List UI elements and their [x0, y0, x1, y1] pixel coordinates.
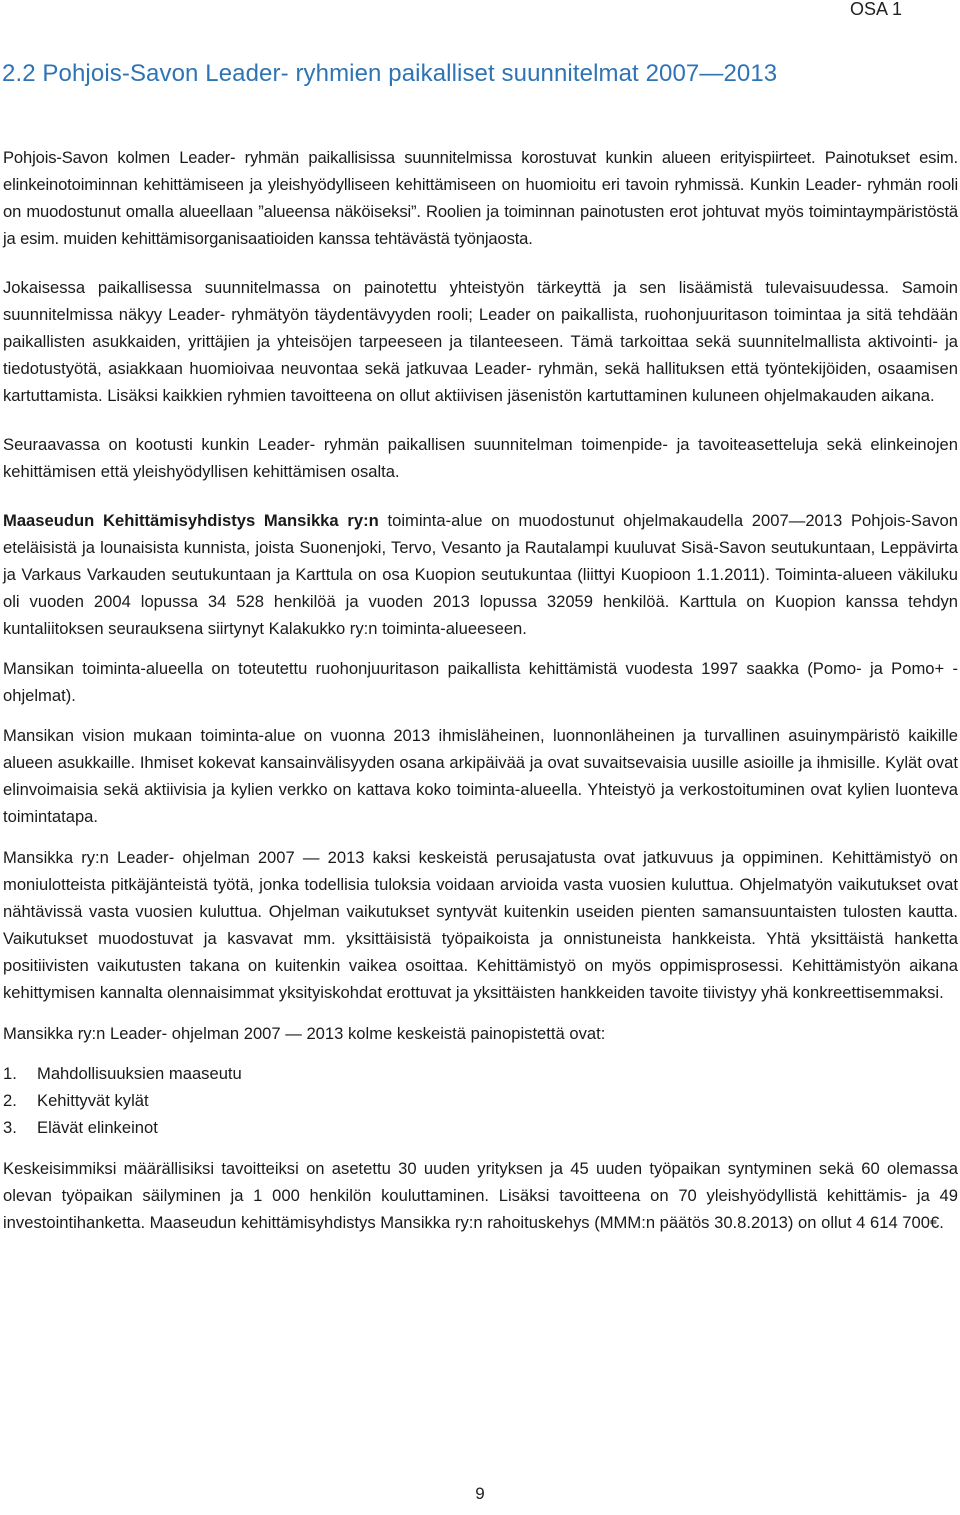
organization-name: Maaseudun Kehittämisyhdistys Mansikka ry:n [3, 511, 379, 530]
page-number: 9 [475, 1484, 485, 1503]
list-item-number: 2. [3, 1091, 17, 1110]
list-item-text: Mahdollisuuksien maaseutu [37, 1064, 242, 1083]
paragraph-summary-intro: Seuraavassa on kootusti kunkin Leader- ryhmän paikallisen suunnitelman toimenpide- ja tavoiteasetteluja sekä elinkeinojen kehittämisen että yleishyödyllisen kehittämisen osalta. [3, 435, 958, 481]
list-item-number: 1. [3, 1064, 17, 1083]
priorities-list [3, 1060, 958, 1141]
list-item [3, 1087, 958, 1114]
paragraph-cooperation: Jokaisessa paikallisessa suunnitelmassa on painotettu yhteistyön tärkeyttä ja sen lisäämistä tulevaisuudessa. Samoin suunnitelmissa näkyy Leader- ryhmätyön täydentävyyden rooli; Leader on paikallista, ruohonjuuritason toimintaa ja sitä tehdään paikallisten asukkaiden, yrittäjien ja yhteisöjen tarpeeseen ja tilanteeseen. Tämä tarkoittaa sekä suunnitelmallista aktivointi- ja tiedotustyötä, asiakkaan huomioivaa neuvontaa sekä jatkuvaa Leader- ryhmän, sekä hallituksen että työntekijöiden, osaamisen kartuttamista. Lisäksi kaikkien ryhmien tavoitteena on ollut aktiivisen jäsenistön kartuttaminen kuluneen ohjelmakauden aikana. [3, 278, 958, 405]
list-item-text: Elävät elinkeinot [37, 1118, 158, 1137]
paragraph-priorities-intro: Mansikka ry:n Leader- ohjelman 2007 — 2013 kolme keskeistä painopistettä ovat: [3, 1024, 606, 1043]
section-label: OSA 1 [849, 0, 902, 19]
paragraph-mansikka-area-text: toiminta-alue on muodostunut ohjelmakaudella 2007—2013 Pohjois-Savon eteläisistä ja lounaisista kunnista, joista Suonenjoki, Tervo, Vesanto ja Rautalampi kuuluvat Sisä-Savon seutukuntaan, Leppävirta ja Varkaus Varkauden seutukuntaan ja Karttula on osa Kuopion seutukuntaa (liittyi Kuopioon 1.1.2011). Toiminta-alueen väkiluku oli vuoden 2004 lopussa 34 528 henkilöä ja vuoden 2013 lopussa 32059 henkilöä. Karttula on Kuopion kanssa tehdyn kuntaliitoksen seurauksena siirtynyt Kalakukko ry:n toiminta-alueeseen. [3, 511, 958, 638]
list-item-number: 3. [3, 1118, 17, 1137]
document-body [3, 144, 958, 1236]
paragraph-intro: Pohjois-Savon kolmen Leader- ryhmän paikallisissa suunnitelmissa korostuvat kunkin alueen erityispiirteet. Painotukset esim. elinkeinotoiminnan kehittämiseen ja yleishyödylliseen kehittämiseen on huomioitu eri tavoin ryhmissä. Kunkin Leader- ryhmän rooli on muodostunut omalla alueellaan ”alueensa näköiseksi”. Roolien ja toiminnan painotusten erot johtuvat myös toimintaympäristöstä ja esim. muiden kehittämisorganisaatioiden kanssa tehtävästä työnjaosta. [3, 148, 958, 248]
paragraph-mansikka-vision: Mansikan vision mukaan toiminta-alue on vuonna 2013 ihmisläheinen, luonnonläheinen ja turvallinen asuinympäristö kaikille alueen asukkaille. Ihmiset kokevat kansainvälisyyden osana arkipäivää ja ovat suvaitsevaisia uusille asioille ja ihmisille. Kylät ovat elinvoimaisia sekä aktiivisia ja kylien verkko on kattava koko toiminta-alueella. Yhteistyö ja verkostoituminen ovat kylien luonteva toimintatapa. [3, 726, 958, 826]
list-item [3, 1060, 958, 1087]
list-item [3, 1114, 958, 1141]
paragraph-quantitative-goals: Keskeisimmiksi määrällisiksi tavoitteiksi on asetettu 30 uuden yrityksen ja 45 uuden työpaikan syntyminen sekä 60 olemassa olevan työpaikan säilyminen ja 1 000 henkilön kouluttaminen. Lisäksi tavoitteena on 70 yleishyödyllistä kehittämis- ja 49 investointihanketta. Maaseudun kehittämisyhdistys Mansikka ry:n rahoituskehys (MMM:n päätös 30.8.2013) on ollut 4 614 700€. [3, 1159, 958, 1232]
list-item-text: Kehittyvät kylät [37, 1091, 149, 1110]
paragraph-mansikka-principles: Mansikka ry:n Leader- ohjelman 2007 — 2013 kaksi keskeistä perusajatusta ovat jatkuvuus ja oppiminen. Kehittämistyö on moniulotteista pitkäjänteistä työtä, jonka todellisia tuloksia voidaan arvioida vasta vuosien kuluttua. Ohjelmatyön vaikutukset ovat nähtävissä vasta vuosien kuluttua. Ohjelman vaikutukset syntyvät kuitenkin useiden pienten samansuuntaisten tulosten kautta. Vaikutukset muodostuvat ja kasvavat mm. yksittäisistä työpaikoista ja onnistuneista hankkeista. Yhtä yksittäistä hanketta positiivisten vaikutusten takana on kuitenkin vaikea osoittaa. Kehittämistyö on myös oppimisprosessi. Kehittämistyön aikana kehittymisen kannalta olennaisimmat yksityiskohdat erottuvat ja yksittäisten hankkeiden tavoite tiivistyy yhä konkreettisemmaksi. [3, 848, 958, 1002]
paragraph-mansikka-area [3, 507, 958, 642]
page-title: 2.2 Pohjois-Savon Leader- ryhmien paikalliset suunnitelmat 2007—2013 [2, 60, 778, 87]
paragraph-mansikka-history: Mansikan toiminta-alueella on toteutettu ruohonjuuritason paikallista kehittämistä vuodesta 1997 saakka (Pomo- ja Pomo+ -ohjelmat). [3, 659, 958, 705]
